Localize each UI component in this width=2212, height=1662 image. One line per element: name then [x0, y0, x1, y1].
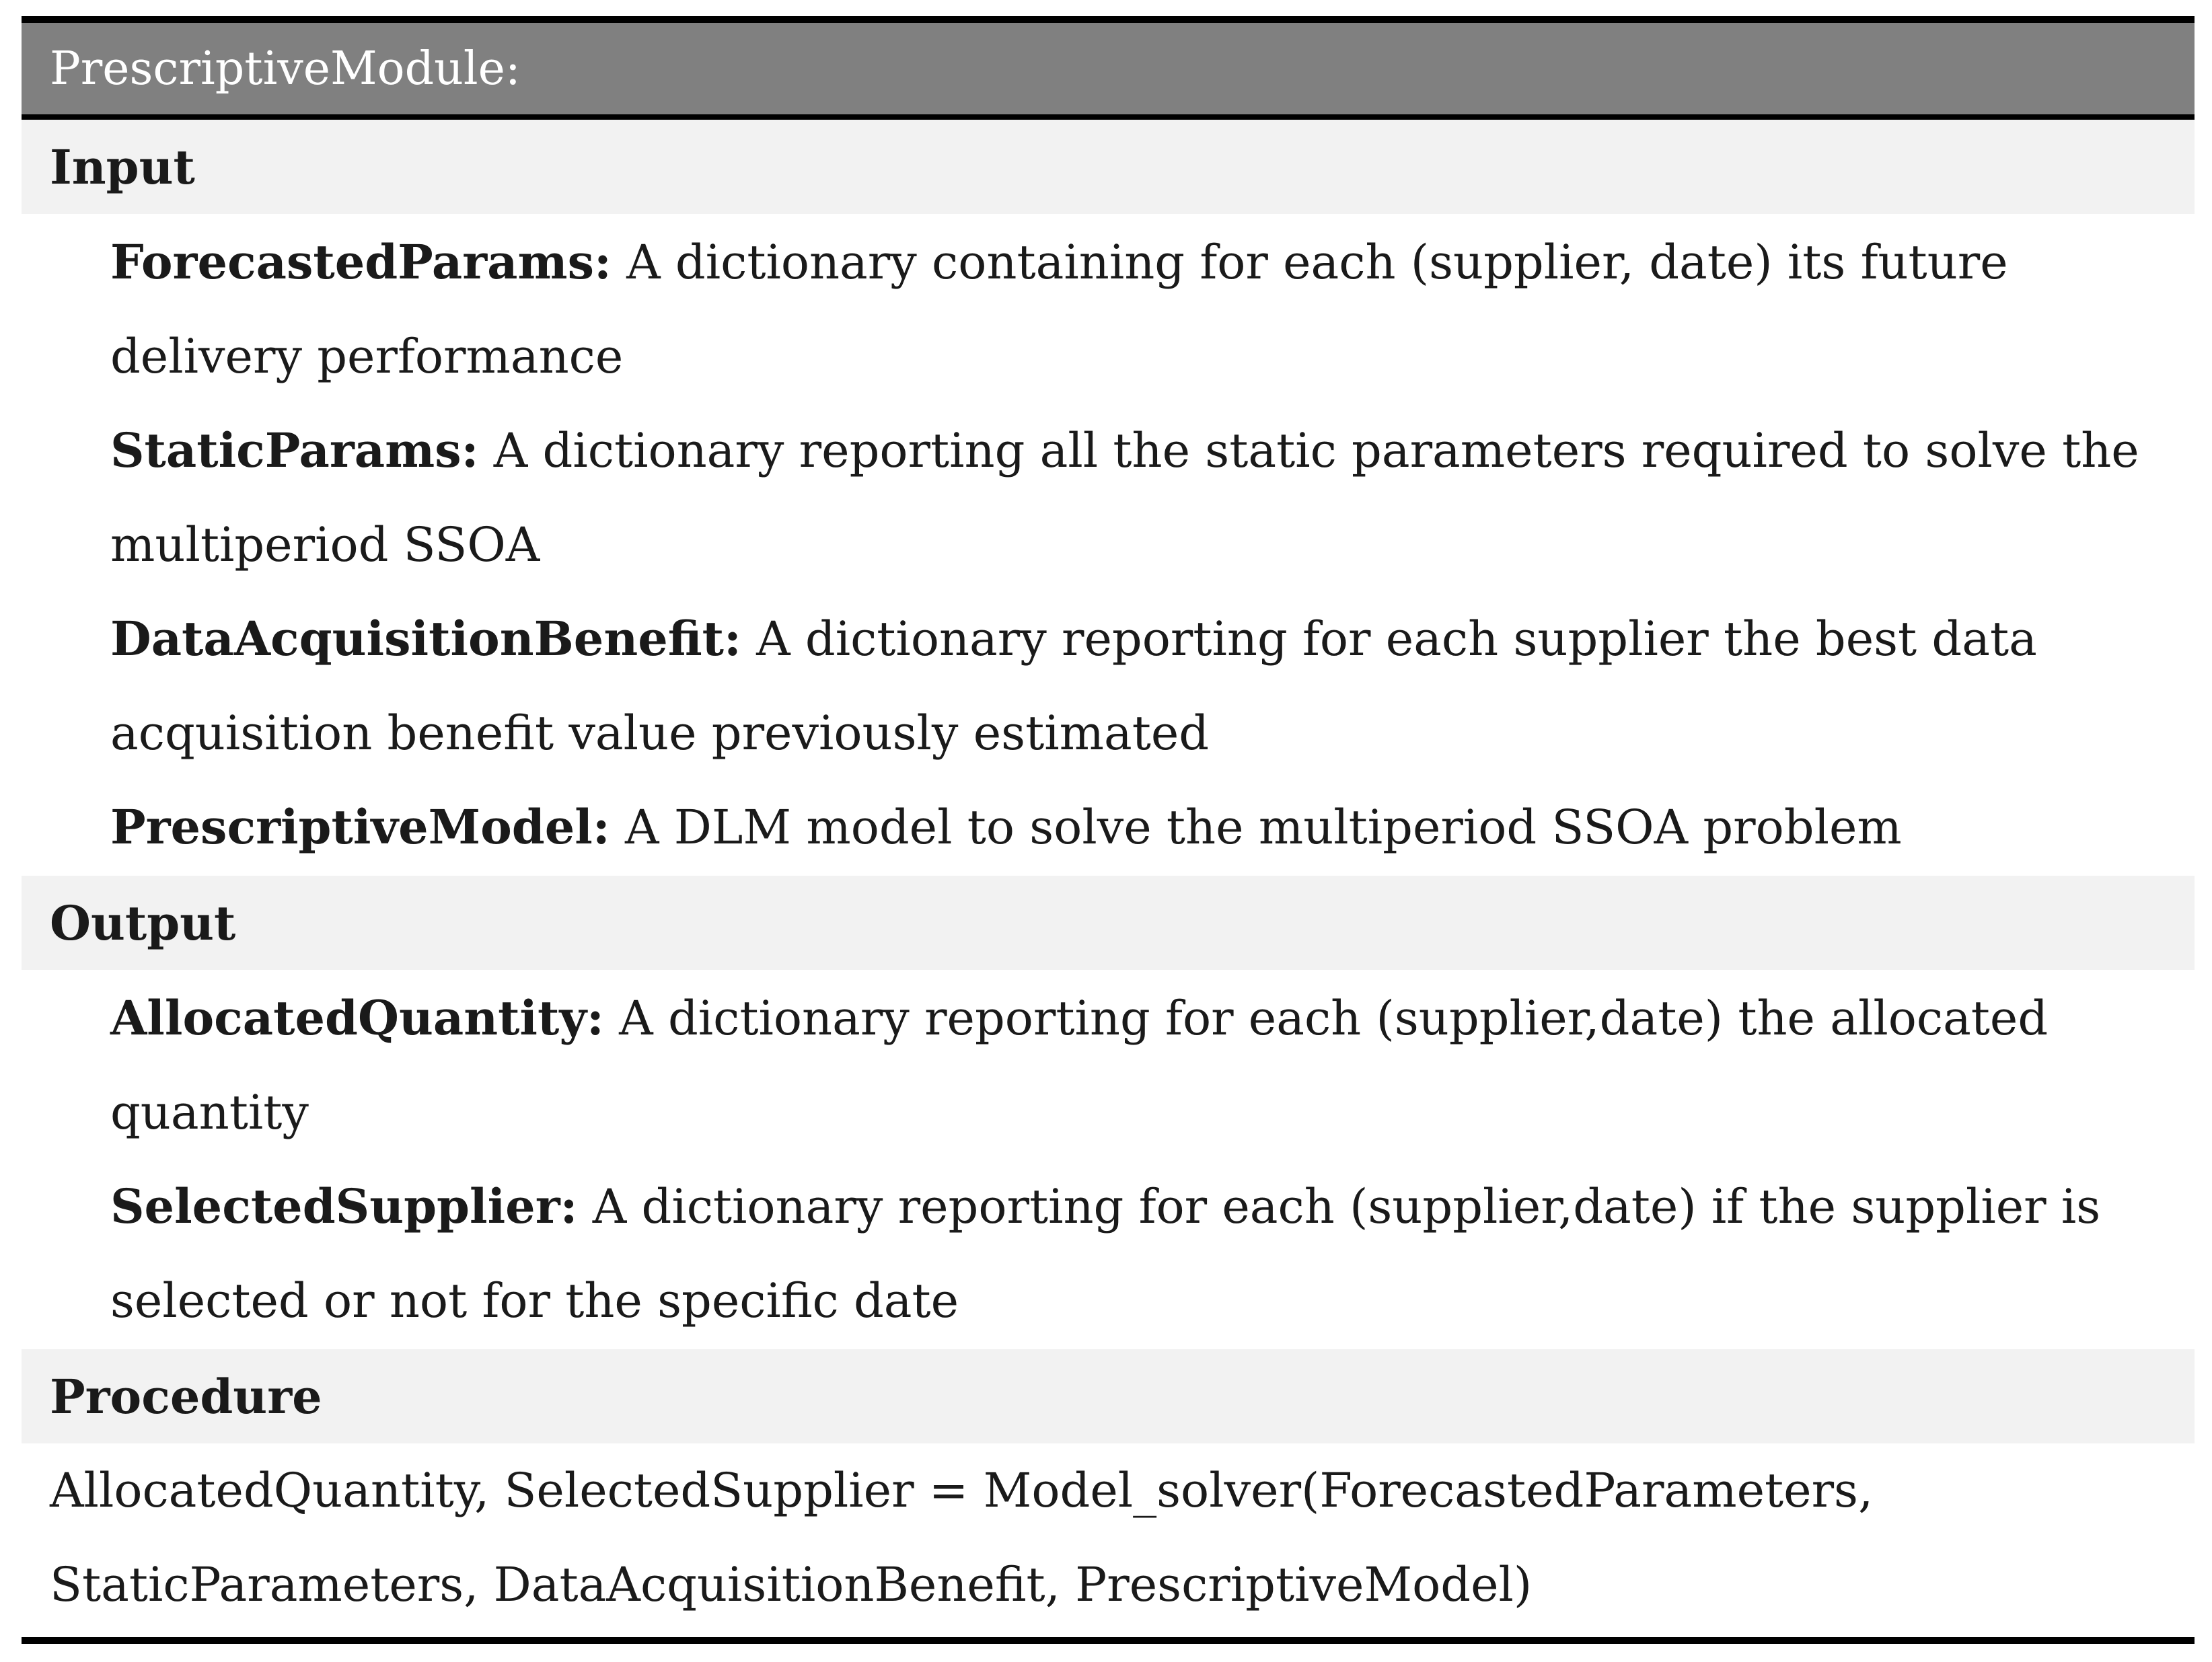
top-rule — [22, 16, 2195, 23]
procedure-code: AllocatedQuantity, SelectedSupplier = Model_solver(ForecastedParameters, StaticParameters, DataAcquisitionBenefit, PrescriptiveModel) — [50, 1463, 1874, 1612]
input-param — [110, 592, 2168, 780]
module-title: PrescriptiveModule: — [22, 23, 2195, 114]
output-param — [110, 1160, 2168, 1348]
param-description: A dictionary reporting for each (supplier,date) the allocated quantity — [110, 991, 2049, 1140]
input-param — [110, 404, 2168, 592]
param-description: A dictionary reporting all the static parameters required to solve the multiperiod SSOA — [110, 423, 2139, 572]
input-param — [110, 215, 2168, 404]
param-name: PrescriptiveModel: — [110, 799, 610, 855]
param-name: SelectedSupplier: — [110, 1178, 578, 1234]
output-param — [110, 971, 2168, 1160]
output-section — [22, 970, 2195, 1349]
param-description: A dictionary containing for each (supplier, date) its future delivery performance — [110, 235, 2008, 384]
param-name: AllocatedQuantity: — [110, 990, 604, 1046]
param-name: ForecastedParams: — [110, 234, 612, 290]
input-section — [22, 214, 2195, 876]
input-param — [110, 780, 2168, 874]
param-description: A DLM model to solve the multiperiod SSOA problem — [625, 800, 1902, 855]
input-heading: Input — [22, 120, 2195, 214]
param-description: A dictionary reporting for each supplier the best data acquisition benefit value previously estimated — [110, 611, 2037, 761]
prescriptive-module-table — [22, 16, 2195, 1644]
title-rule — [22, 114, 2195, 120]
output-heading: Output — [22, 876, 2195, 970]
procedure-heading: Procedure — [22, 1349, 2195, 1443]
param-name: DataAcquisitionBenefit: — [110, 611, 741, 667]
bottom-rule — [22, 1637, 2195, 1644]
param-name: StaticParams: — [110, 422, 479, 478]
param-description: A dictionary reporting for each (supplier,date) if the supplier is selected or not for the specific date — [110, 1179, 2101, 1328]
